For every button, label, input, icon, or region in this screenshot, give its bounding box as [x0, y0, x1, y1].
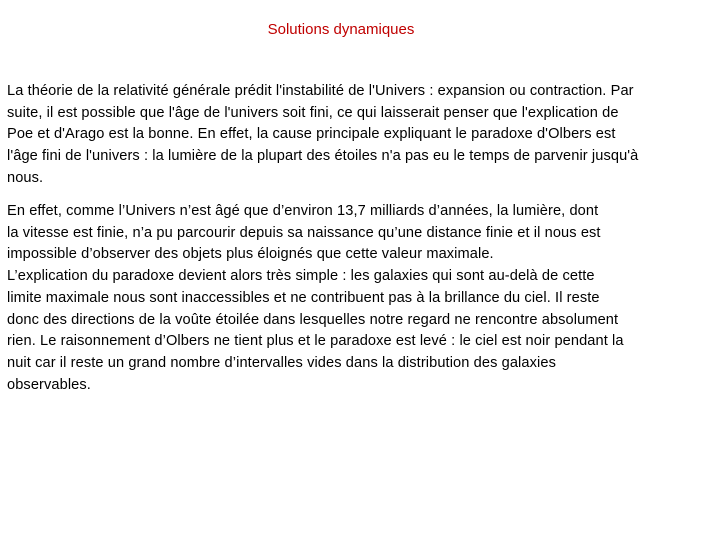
- text-line: suite, il est possible que l'âge de l'univers soit fini, ce qui laisserait penser que l'explication de: [7, 104, 619, 121]
- text-line: donc des directions de la voûte étoilée dans lesquelles notre regard ne rencontre absolument: [7, 311, 619, 328]
- text-line: observables.: [7, 376, 91, 393]
- slide-title: Solutions dynamiques: [267, 21, 415, 38]
- text-line: nous.: [7, 169, 44, 186]
- paragraph-explanation: [7, 201, 713, 396]
- text-line: nuit car il reste un grand nombre d’intervalles vides dans la distribution des galaxies: [7, 354, 556, 371]
- text-line: impossible d’observer des objets plus éloignés que cette valeur maximale.: [7, 246, 494, 263]
- text-line: En effet, comme l’Univers n’est âgé que d’environ 13,7 milliards d’années, la lumière, dont: [7, 203, 599, 219]
- text-line: L’explication du paradoxe devient alors très simple : les galaxies qui sont au-delà de cette: [7, 268, 595, 285]
- text-line: limite maximale nous sont inaccessibles et ne contribuent pas à la brillance du ciel. Il reste: [7, 289, 600, 306]
- text-line: Poe et d'Arago est la bonne. En effet, la cause principale expliquant le paradoxe d'Olbers est: [7, 126, 616, 143]
- text-line: rien. Le raisonnement d’Olbers ne tient plus et le paradoxe est levé : le ciel est noir pendant la: [7, 333, 624, 350]
- text-line: l'âge fini de l'univers : la lumière de la plupart des étoiles n'a pas eu le temps de parvenir jusqu'à: [7, 148, 639, 165]
- paragraph-relativity: [7, 81, 713, 190]
- text-line: la vitesse est finie, n’a pu parcourir depuis sa naissance qu’une distance finie et il nous est: [7, 224, 601, 241]
- text-line: La théorie de la relativité générale prédit l'instabilité de l'Univers : expansion ou contraction. Par: [7, 83, 634, 99]
